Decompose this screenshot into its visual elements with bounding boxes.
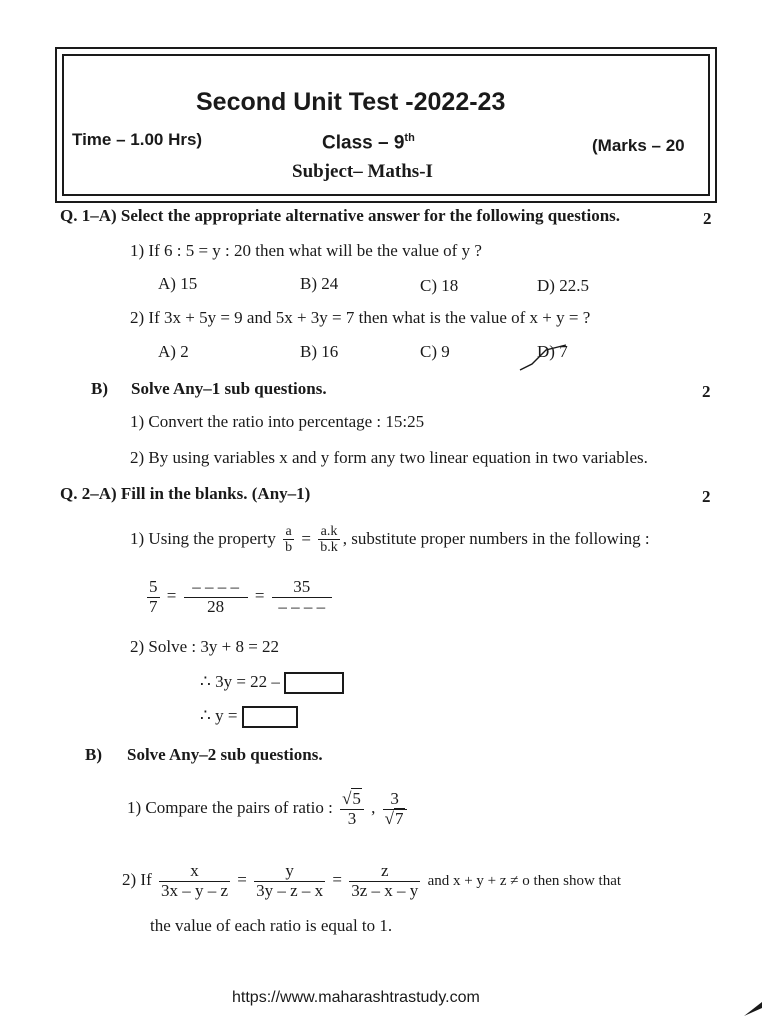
q1a-marks: 2 (703, 209, 712, 228)
property-equals: = (301, 528, 311, 548)
time-label: Time – 1.00 Hrs) (72, 130, 203, 149)
fraction-35-blank (272, 578, 332, 616)
class-text: Class – 9 (322, 132, 405, 154)
marks-label: (Marks – 20 (592, 136, 685, 155)
frac-num-a: a (283, 524, 294, 540)
frac-den-b: b (285, 540, 293, 556)
ratio-x-num: x (159, 862, 230, 882)
fill-blank-equation (144, 578, 335, 616)
q1-q2-option-d: D) 7 (537, 342, 568, 361)
property-prefix: 1) Using the property (130, 528, 276, 548)
q2b-question-2-line-2: the value of each ratio is equal to 1. (150, 916, 393, 935)
answer-box-2[interactable] (242, 706, 298, 728)
q1-q1-option-b: B) 24 (300, 274, 339, 293)
fraction-root5-3 (340, 790, 364, 828)
q1b-heading: Solve Any–1 sub questions. (131, 379, 327, 398)
ratio-x (159, 862, 230, 900)
frac-den-root7 (383, 810, 407, 829)
frac-den-28: 28 (207, 596, 225, 616)
if-prefix: 2) If (122, 870, 152, 890)
fraction-blank-28 (184, 578, 248, 616)
q1b-question-2: 2) By using variables x and y form any two linear equation in two variables. (130, 448, 648, 467)
q2a-question-1 (130, 524, 650, 556)
frac-den-bk: b.k (320, 540, 338, 556)
q1-q2-option-a: A) 2 (158, 342, 189, 361)
q1-q2-option-c: C) 9 (420, 342, 450, 361)
class-superscript: th (404, 132, 415, 144)
frac-num-35: 35 (272, 578, 332, 598)
frac-num-ak: a.k (318, 524, 340, 540)
frac-den-3: 3 (347, 808, 357, 828)
class-label (322, 132, 415, 154)
pen-stroke-icon (742, 998, 764, 1018)
q1b-question-1: 1) Convert the ratio into percentage : 15:25 (130, 412, 425, 431)
solve-step-2 (200, 706, 298, 728)
q1-q1-option-a: A) 15 (158, 274, 198, 293)
ratio-y-num: y (254, 862, 325, 882)
q2a-marks: 2 (702, 487, 711, 506)
frac-den-blank: – – – – (278, 596, 326, 616)
ratio-z-den: 3z – x – y (351, 880, 419, 900)
q2b-label: B) (85, 745, 102, 764)
fraction-3-root7 (383, 790, 407, 828)
equals-sign-3: = (237, 870, 247, 890)
ratio-condition: and x + y + z ≠ o then show that (427, 873, 622, 890)
equals-sign-4: = (332, 870, 343, 890)
sqrt-symbol-1: √ (342, 789, 352, 808)
ratio-z-num: z (349, 862, 420, 882)
ratio-x-den: 3x – y – z (160, 880, 229, 900)
q2b-question-1 (127, 790, 410, 828)
frac-num-3: 3 (383, 790, 407, 810)
property-suffix: , substitute proper numbers in the following : (342, 528, 650, 548)
q1a-heading: Q. 1–A) Select the appropriate alternative answer for the following questions. (60, 206, 621, 225)
compare-prefix: 1) Compare the pairs of ratio : (127, 798, 333, 818)
q1-q1-option-c: C) 18 (420, 276, 459, 295)
subject-label: Subject– Maths-I (292, 161, 433, 182)
q2b-question-2 (122, 862, 621, 900)
frac-num-blank: – – – – (184, 578, 248, 598)
q1-question-1: 1) If 6 : 5 = y : 20 then what will be the value of y ? (130, 241, 482, 260)
q2a-heading: Q. 2–A) Fill in the blanks. (Any–1) (60, 484, 311, 503)
q1b-marks: 2 (702, 382, 711, 401)
q1-q1-option-d: D) 22.5 (537, 276, 589, 295)
footer-url[interactable]: https://www.maharashtrastudy.com (232, 989, 480, 1006)
step-1-text: ∴ 3y = 22 – (200, 672, 280, 691)
radicand-5: 5 (352, 789, 361, 808)
comma: , (371, 798, 376, 818)
ratio-y (254, 862, 325, 900)
ratio-y-den: 3y – z – x (256, 880, 324, 900)
step-2-text: ∴ y = (200, 706, 238, 725)
q1b-label: B) (91, 379, 108, 398)
equals-sign-2: = (254, 586, 265, 606)
property-fraction-ab (283, 524, 294, 556)
sqrt-symbol-2: √ (384, 808, 395, 828)
q1-q2-option-b: B) 16 (300, 342, 339, 361)
answer-box-1[interactable] (284, 672, 344, 694)
radicand-7: 7 (395, 808, 404, 828)
solve-step-1 (200, 672, 344, 694)
tick-mark-icon (518, 344, 578, 374)
equals-sign-1: = (166, 586, 177, 606)
q1-question-2: 2) If 3x + 5y = 9 and 5x + 3y = 7 then what is the value of x + y = ? (130, 308, 591, 327)
test-title: Second Unit Test -2022-23 (196, 88, 506, 116)
q2a-question-2: 2) Solve : 3y + 8 = 22 (130, 637, 280, 656)
fraction-5-7 (147, 578, 160, 616)
frac-num-root5 (340, 790, 364, 810)
property-fraction-akbk (318, 524, 340, 556)
q2b-heading: Solve Any–2 sub questions. (127, 745, 323, 764)
frac-den-7: 7 (149, 596, 158, 616)
ratio-z (349, 862, 420, 900)
frac-num-5: 5 (149, 577, 158, 596)
